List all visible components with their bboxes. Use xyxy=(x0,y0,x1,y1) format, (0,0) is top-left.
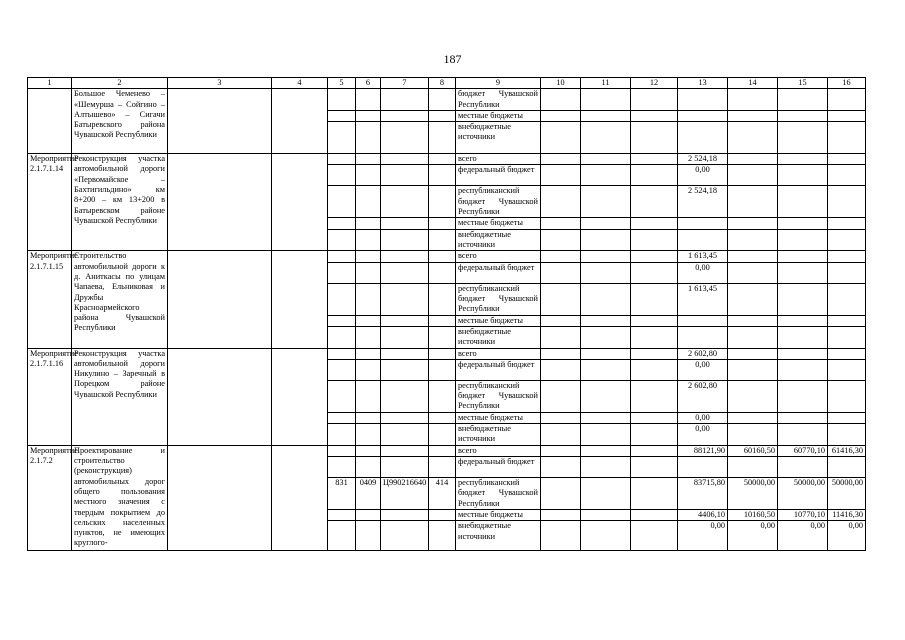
col-header: 15 xyxy=(778,78,828,89)
table-row xyxy=(28,251,866,262)
source-label: федеральный бюджет xyxy=(456,457,541,478)
amount-cell: 83715,80 xyxy=(678,478,728,510)
target-article-code: Ц990216640 xyxy=(381,478,429,510)
page-number: 187 xyxy=(443,52,462,66)
amount-cell: 88121,90 xyxy=(678,445,728,456)
amount-cell: 60770,10 xyxy=(778,445,828,456)
amount-cell: 2 602,80 xyxy=(678,380,728,412)
measure-name: Реконструкция участка автомобильной дороги «Первомайское – Бахтигильдино» км 8+200 – км 13+200 в Батыревском районе Чувашской Республики xyxy=(72,154,168,251)
amount-cell: 50000,00 xyxy=(728,478,778,510)
amount-cell: 50000,00 xyxy=(778,478,828,510)
col-header: 12 xyxy=(631,78,678,89)
amount-cell: 0,00 xyxy=(678,521,728,551)
col-header: 4 xyxy=(272,78,328,89)
amount-cell: 0,00 xyxy=(678,359,728,380)
col-header: 1 xyxy=(28,78,72,89)
source-label: всего xyxy=(456,348,541,359)
measure-code: Мероприятие 2.1.7.2 xyxy=(28,445,72,551)
measure-name: Строительство автомобильной дороги к д. Аниткасы по улицам Чапаева, Ельниковая и Дружбы Красноармейского района Чувашской Республики xyxy=(72,251,168,348)
source-label: республиканский бюджет Чувашской Республики xyxy=(456,186,541,218)
amount-cell: 2 524,18 xyxy=(678,154,728,165)
source-label: всего xyxy=(456,154,541,165)
amount-cell: 61416,30 xyxy=(828,445,866,456)
measure-code: Мероприятие 2.1.7.1.16 xyxy=(28,348,72,445)
col-header: 6 xyxy=(356,78,381,89)
source-label: всего xyxy=(456,445,541,456)
col-header: 9 xyxy=(456,78,541,89)
col-header: 14 xyxy=(728,78,778,89)
table-row xyxy=(28,89,866,111)
amount-cell: 0,00 xyxy=(678,165,728,186)
col-header: 3 xyxy=(168,78,272,89)
col-header: 10 xyxy=(541,78,581,89)
table-row xyxy=(28,445,866,456)
source-label: местные бюджеты xyxy=(456,315,541,326)
section-code: 0409 xyxy=(356,478,381,510)
source-label: всего xyxy=(456,251,541,262)
amount-cell: 10770,10 xyxy=(778,510,828,521)
source-label: республиканский бюджет Чувашской Республики xyxy=(456,478,541,510)
table-row xyxy=(28,348,866,359)
amount-cell: 1 613,45 xyxy=(678,251,728,262)
source-label: местные бюджеты xyxy=(456,110,541,121)
measure-name: Большое Чеменево – «Шемурша – Сойгино – Алтышево» – Сигачи Батыревского района Чувашской Республики xyxy=(72,89,168,154)
source-label: местные бюджеты xyxy=(456,412,541,423)
source-label: федеральный бюджет xyxy=(456,165,541,186)
source-label: бюджет Чувашской Республики xyxy=(456,89,541,111)
measure-code: Мероприятие 2.1.7.1.15 xyxy=(28,251,72,348)
amount-cell: 1 613,45 xyxy=(678,283,728,315)
source-label: местные бюджеты xyxy=(456,510,541,521)
source-label: республиканский бюджет Чувашской Республики xyxy=(456,380,541,412)
amount-cell: 60160,50 xyxy=(728,445,778,456)
amount-cell: 0,00 xyxy=(828,521,866,551)
grbs-code: 831 xyxy=(328,478,356,510)
column-number-row xyxy=(28,78,866,89)
amount-cell: 50000,00 xyxy=(828,478,866,510)
source-label: местные бюджеты xyxy=(456,218,541,229)
col-header: 2 xyxy=(72,78,168,89)
measure-name: Реконструкция участка автомобильной дороги Никулино – Заречный в Порецком районе Чувашской Республики xyxy=(72,348,168,445)
source-label: внебюджетные источники xyxy=(456,521,541,551)
amount-cell: 2 602,80 xyxy=(678,348,728,359)
amount-cell: 4406,10 xyxy=(678,510,728,521)
amount-cell: 0,00 xyxy=(778,521,828,551)
source-label: внебюджетные источники xyxy=(456,424,541,446)
source-label: федеральный бюджет xyxy=(456,359,541,380)
col-header: 13 xyxy=(678,78,728,89)
amount-cell: 0,00 xyxy=(728,521,778,551)
source-label: республиканский бюджет Чувашской Республики xyxy=(456,283,541,315)
amount-cell: 0,00 xyxy=(678,262,728,283)
col-header: 11 xyxy=(581,78,631,89)
measure-code xyxy=(28,89,72,154)
amount-cell: 0,00 xyxy=(678,424,728,446)
expense-type-code: 414 xyxy=(429,478,456,510)
measure-code: Мероприятие 2.1.7.1.14 xyxy=(28,154,72,251)
amount-cell: 2 524,18 xyxy=(678,186,728,218)
measure-name: Проектирование и строительство (реконструкция) автомобильных дорог общего пользования местного значения с твердым покрытием до сельских населенных пунктов, не имеющих круглого- xyxy=(72,445,168,551)
amount-cell: 10160,50 xyxy=(728,510,778,521)
source-label: внебюджетные источники xyxy=(456,122,541,154)
budget-table xyxy=(27,77,866,551)
col-header: 7 xyxy=(381,78,429,89)
col-header: 16 xyxy=(828,78,866,89)
source-label: внебюджетные источники xyxy=(456,326,541,348)
amount-cell: 0,00 xyxy=(678,412,728,423)
source-label: федеральный бюджет xyxy=(456,262,541,283)
table-row xyxy=(28,154,866,165)
source-label: внебюджетные источники xyxy=(456,229,541,251)
col-header: 8 xyxy=(429,78,456,89)
col-header: 5 xyxy=(328,78,356,89)
amount-cell: 11416,30 xyxy=(828,510,866,521)
